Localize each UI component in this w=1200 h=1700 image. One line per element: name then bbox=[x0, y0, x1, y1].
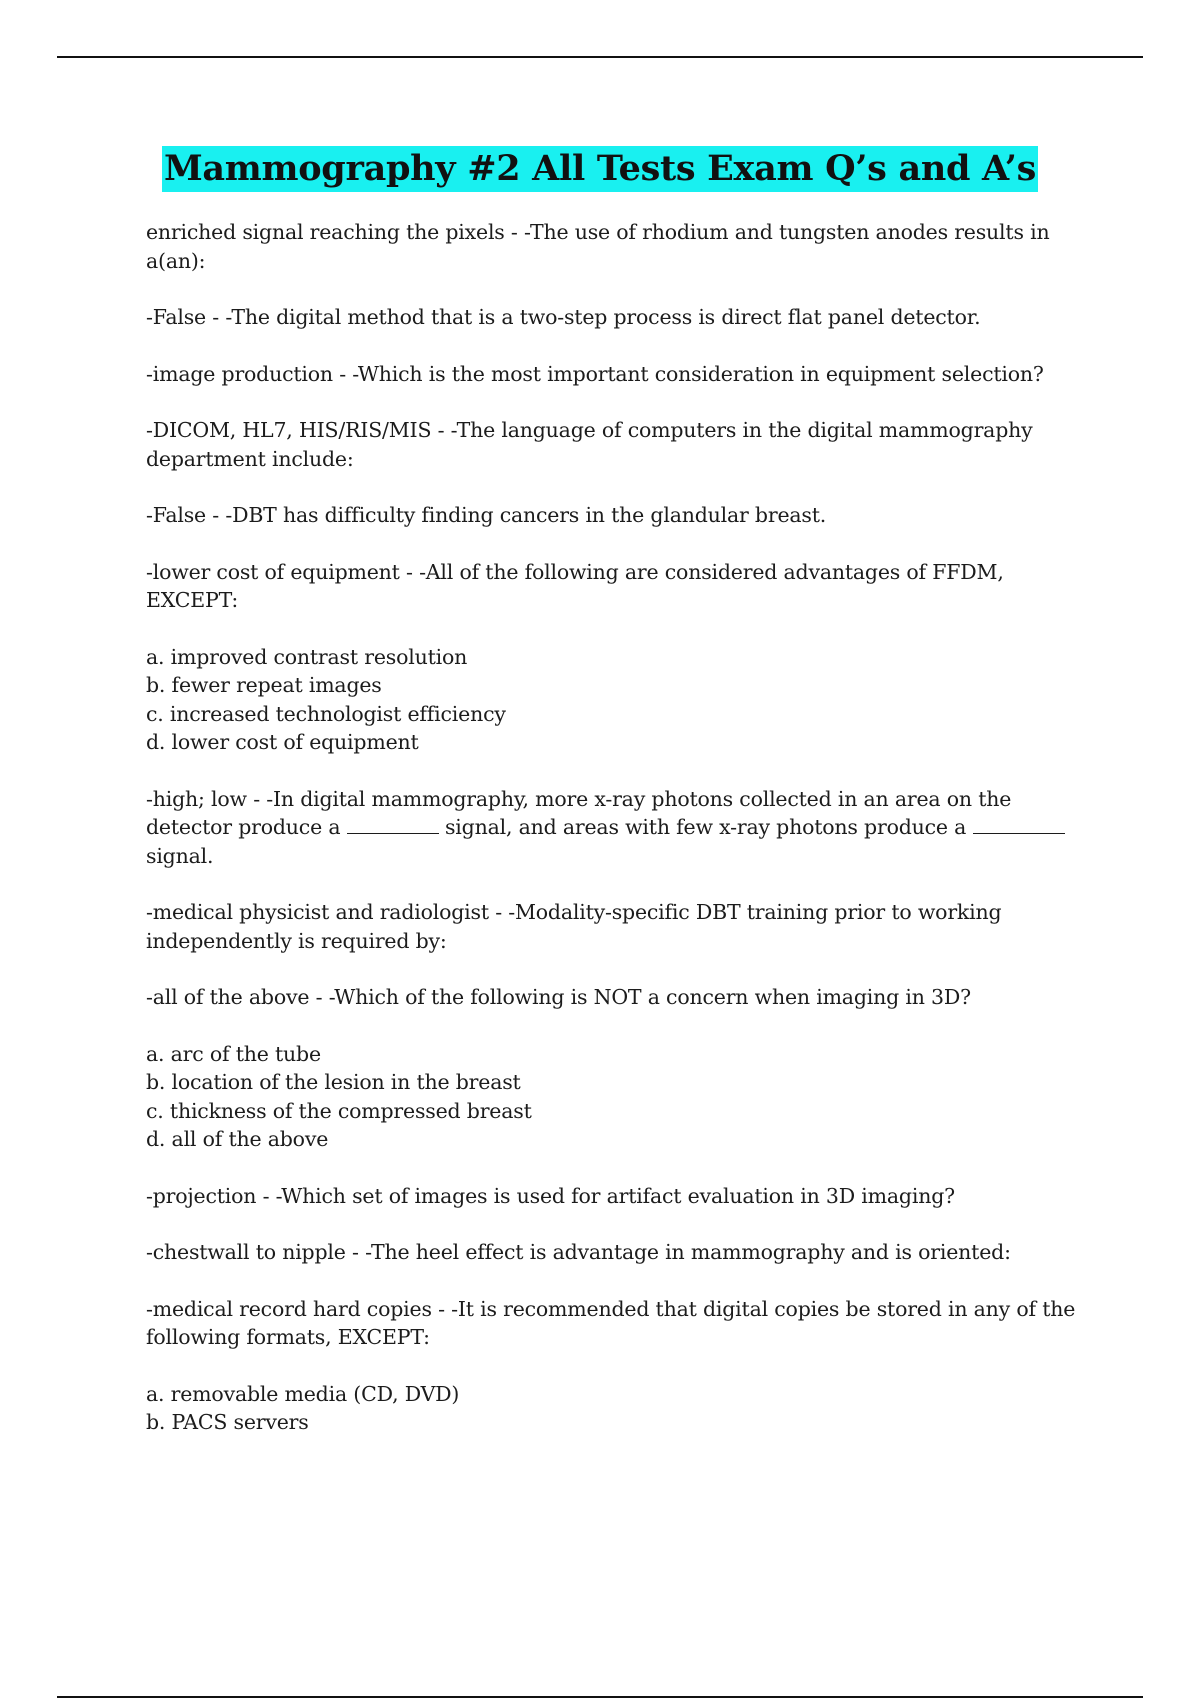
qa-entry-4 bbox=[146, 416, 1096, 473]
question-text: -Which set of images is used for artifact evaluation in 3D imaging? bbox=[275, 1183, 955, 1208]
page-title: Mammography #2 All Tests Exam Q’s and A’s bbox=[162, 146, 1038, 192]
question-text: -DBT has difficulty finding cancers in the glandular breast. bbox=[225, 503, 827, 527]
question-text-part-2: signal, and areas with few x-ray photons produce a bbox=[438, 815, 973, 839]
qa-entry-3 bbox=[146, 360, 1096, 389]
qa-entry-5 bbox=[146, 501, 1096, 530]
bottom-rule bbox=[57, 1696, 1143, 1698]
document-body bbox=[146, 218, 1096, 1465]
qa-entry-12 bbox=[146, 1295, 1096, 1352]
qa-entry-1 bbox=[146, 218, 1096, 275]
question-text: -Which is the most important consideration in equipment selection? bbox=[352, 361, 1044, 386]
top-rule bbox=[57, 56, 1143, 58]
qa-entry-9 bbox=[146, 983, 1096, 1012]
answer-text: -DICOM, HL7, HIS/RIS/MIS - bbox=[146, 418, 451, 442]
option-item: a. arc of the tube bbox=[146, 1041, 321, 1066]
qa-entry-6 bbox=[146, 558, 1096, 615]
answer-text: -all of the above - bbox=[146, 985, 329, 1009]
question-text: -All of the following are considered advantages of FFDM, EXCEPT: bbox=[146, 559, 1004, 612]
answer-text: -False - bbox=[146, 305, 226, 329]
answer-text: -image production - bbox=[146, 361, 353, 386]
question-text-part-1: -In digital mammography, more x-ray photons collected in an area on the detector produce a bbox=[146, 786, 1012, 839]
option-list-2 bbox=[146, 1040, 1096, 1154]
question-text: -The digital method that is a two-step process is direct flat panel detector. bbox=[225, 305, 981, 329]
question-text: -Which of the following is NOT a concern when imaging in 3D? bbox=[328, 985, 971, 1009]
question-text: -The use of rhodium and tungsten anodes results in a(an): bbox=[146, 220, 1050, 273]
answer-text: -high; low - bbox=[146, 786, 267, 811]
option-item: d. lower cost of equipment bbox=[146, 730, 419, 754]
option-list-1 bbox=[146, 643, 1096, 757]
option-item: d. all of the above bbox=[146, 1127, 329, 1151]
answer-text: -projection - bbox=[146, 1183, 276, 1208]
title-block bbox=[0, 146, 1200, 192]
fill-in-blank bbox=[347, 815, 439, 834]
answer-text: enriched signal reaching the pixels - bbox=[146, 220, 524, 244]
option-item: c. increased technologist efficiency bbox=[146, 701, 506, 726]
answer-text: -chestwall to nipple - bbox=[146, 1240, 366, 1264]
option-item: a. removable media (CD, DVD) bbox=[146, 1381, 460, 1406]
fill-in-blank bbox=[973, 815, 1065, 834]
question-text-part-3: signal. bbox=[146, 843, 214, 868]
option-item: b. location of the lesion in the breast bbox=[146, 1070, 521, 1094]
qa-entry-8 bbox=[146, 898, 1096, 955]
question-text: -The language of computers in the digital mammography department include: bbox=[146, 418, 1033, 471]
option-item: c. thickness of the compressed breast bbox=[146, 1098, 532, 1123]
question-text: -Modality-specific DBT training prior to working independently is required by: bbox=[146, 900, 1002, 953]
option-item: b. PACS servers bbox=[146, 1410, 309, 1434]
qa-entry-7 bbox=[146, 785, 1096, 871]
option-item: a. improved contrast resolution bbox=[146, 644, 468, 669]
answer-text: -lower cost of equipment - bbox=[146, 559, 420, 584]
answer-text: -False - bbox=[146, 503, 226, 527]
qa-entry-11 bbox=[146, 1238, 1096, 1267]
question-text: -It is recommended that digital copies be stored in any of the following formats, EXCEPT: bbox=[146, 1296, 1076, 1349]
answer-text: -medical record hard copies - bbox=[146, 1296, 452, 1321]
option-list-3 bbox=[146, 1380, 1096, 1437]
option-item: b. fewer repeat images bbox=[146, 673, 382, 697]
qa-entry-10 bbox=[146, 1182, 1096, 1211]
question-text: -The heel effect is advantage in mammography and is oriented: bbox=[365, 1240, 1011, 1264]
qa-entry-2 bbox=[146, 303, 1096, 332]
answer-text: -medical physicist and radiologist - bbox=[146, 900, 509, 924]
